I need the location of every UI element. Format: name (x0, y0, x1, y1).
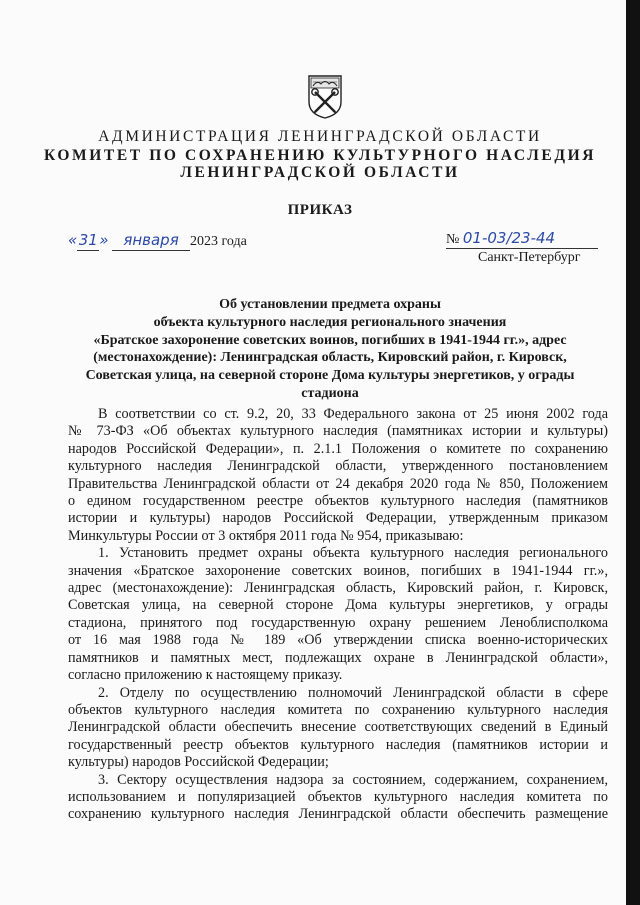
city-name: Санкт-Петербург (478, 250, 581, 265)
body-line: Минкультуры России от 3 октября 2011 года № 954, приказываю: (68, 527, 464, 544)
body-line: № 73-ФЗ «Об объектах культурного наследия (памятниках истории и культуры) (68, 423, 608, 440)
body-line: согласно приложению к настоящему приказу. (68, 667, 343, 684)
committee-heading: КОМИТЕТ ПО СОХРАНЕНИЮ КУЛЬТУРНОГО НАСЛЕДИЯ (43, 147, 597, 164)
coat-of-arms-icon (305, 72, 345, 120)
date-month: января (123, 231, 179, 249)
date-day-field (77, 231, 99, 251)
date-year: 2023 года (190, 234, 247, 249)
date-close-quote: » (99, 231, 109, 249)
title-line: объекта культурного наследия регионального значения (153, 314, 507, 330)
body-line: Ленинградской области обеспечить внесение соответствующих сведений в Единый (68, 719, 608, 736)
title-line: (местонахождение): Ленинградская область, Кировский район, г. Кировск, (93, 350, 567, 366)
body-line: 3. Сектору осуществления надзора за состоянием, содержанием, сохранением, (98, 771, 608, 788)
title-line: Об установлении предмета охраны (219, 297, 441, 312)
body-line: значения «Братское захоронение советских воинов, погибших в 1941-1944 гг.», (68, 562, 608, 579)
body-line: Правительства Ленинградской области от 24 декабря 2020 года № 850, Положением (68, 475, 608, 492)
body-line: стадиона, принятого под государственную охрану решением Леноблисполкома (68, 614, 608, 631)
date-month-field (112, 231, 190, 251)
body-line: истории и культуры) народов Российской Федерации, утвержденным приказом (68, 510, 608, 527)
body-line: государственный реестр объектов культурного наследия (памятников истории и (68, 736, 608, 753)
number-value: 01-03/23-44 (462, 229, 556, 247)
body-line: использованием и популяризацией объектов культурного наследия комитета по (68, 788, 608, 805)
document-type: ПРИКАЗ (287, 202, 353, 218)
body-line: народов Российской Федерации», п. 2.1.1 Положения о комитете по сохранению (68, 440, 608, 457)
number-prefix: № (446, 232, 460, 247)
scan-edge (626, 0, 640, 905)
order-date (68, 231, 247, 251)
body-line: от 16 мая 1988 года № 189 «Об утверждении списка военно-исторических (68, 632, 608, 649)
administration-heading: АДМИНИСТРАЦИЯ ЛЕНИНГРАДСКОЙ ОБЛАСТИ (98, 128, 542, 145)
order-body (68, 406, 608, 824)
body-line: 2. Отделу по осуществлению полномочий Ленинградской области в сфере (98, 684, 608, 701)
title-line: «Братское захоронение советских воинов, погибших в 1941-1944 гг.», адрес (93, 332, 567, 348)
body-line: В соответствии со ст. 9.2, 20, 33 Федерального закона от 25 июня 2002 года (98, 406, 608, 422)
body-line: сохранению культурного наследия Ленинградской области обеспечить размещение (68, 806, 608, 823)
body-line: памятников и памятных мест, подлежащих охране в Ленинградской области», (68, 649, 608, 666)
title-line: стадиона (301, 385, 359, 401)
region-heading: ЛЕНИНГРАДСКОЙ ОБЛАСТИ (180, 164, 460, 181)
body-line: культуры) народов Российской Федерации; (68, 754, 329, 771)
order-number (446, 229, 598, 249)
body-line: культурного наследия Ленинградской области, утвержденного постановлением (68, 458, 608, 475)
title-line: Советская улица, на северной стороне Дома культуры энергетиков, у ограды (85, 368, 575, 384)
body-line: 1. Установить предмет охраны объекта культурного наследия регионального (98, 545, 608, 562)
body-line: объектов культурного наследия комитета по сохранению культурного наследия (68, 701, 608, 718)
order-title (70, 296, 590, 403)
body-line: адрес (местонахождение): Ленинградская область, Кировский район, г. Кировск, (68, 580, 608, 597)
date-day: 31 (78, 231, 98, 249)
body-line: о едином государственном реестре объектов культурного наследия (памятников (68, 493, 608, 510)
date-open-quote: « (68, 231, 78, 249)
body-line: Советская улица, на северной стороне Дома культуры энергетиков, у ограды (68, 597, 608, 614)
